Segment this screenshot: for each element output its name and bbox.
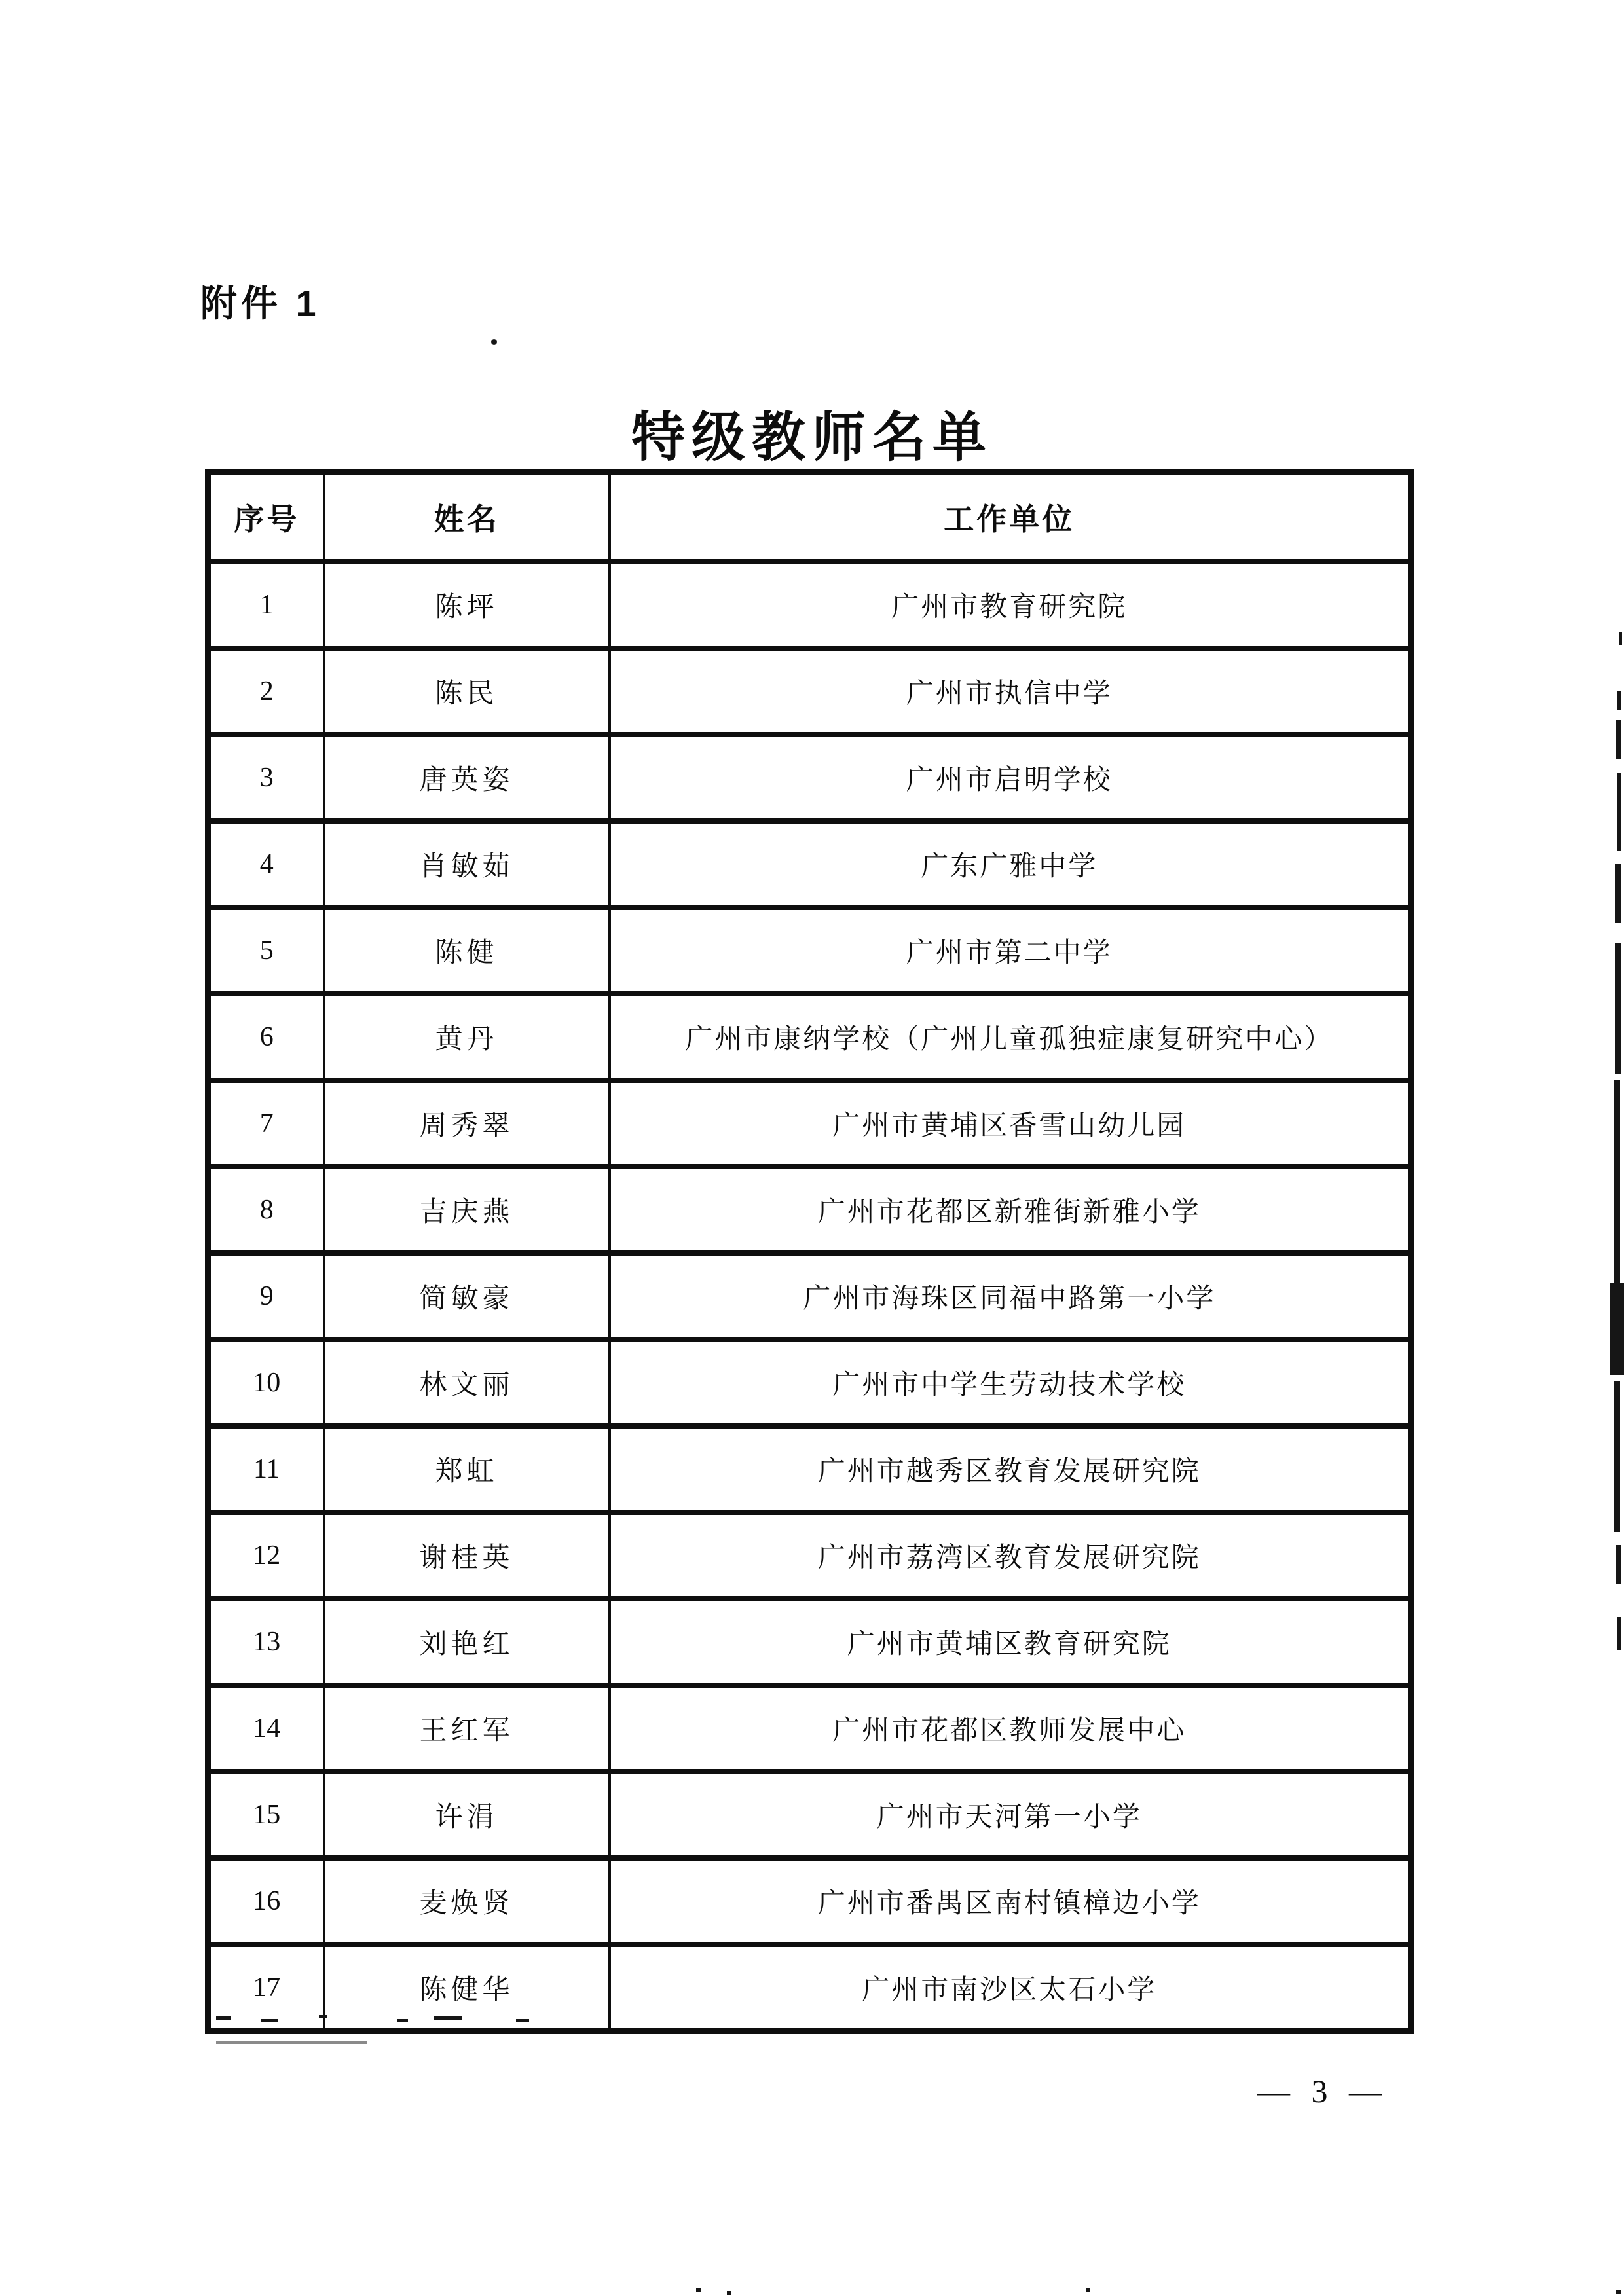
teacher-name-cell: 陈民: [324, 648, 610, 735]
teacher-name-cell: 林文丽: [324, 1339, 610, 1426]
scan-artifact-edge: [1615, 943, 1621, 1074]
column-header-work-unit: 工作单位: [610, 473, 1411, 562]
scan-artifact-edge: [1616, 720, 1621, 759]
work-unit-cell: 广州市第二中学: [610, 907, 1411, 994]
work-unit-cell: 广州市番禺区南村镇樟边小学: [610, 1858, 1411, 1944]
page-number: — 3 —: [1257, 2073, 1388, 2109]
work-unit-cell: 广州市启明学校: [610, 735, 1411, 821]
serial-number-cell: 8: [208, 1167, 324, 1253]
teacher-name-cell: 陈健: [324, 907, 610, 994]
teacher-name-cell: 唐英姿: [324, 735, 610, 821]
work-unit-cell: 广州市黄埔区香雪山幼儿园: [610, 1080, 1411, 1167]
table-row: [208, 1685, 1411, 1772]
table-row: [208, 735, 1411, 821]
attachment-label: 附件 1: [200, 283, 320, 324]
scan-artifact-edge: [1614, 1381, 1620, 1532]
work-unit-cell: 广州市执信中学: [610, 648, 1411, 735]
serial-number-cell: 16: [208, 1858, 324, 1944]
work-unit-cell: 广州市教育研究院: [610, 562, 1411, 648]
serial-number-cell: 17: [208, 1944, 324, 2032]
teacher-name-cell: 肖敏茹: [324, 821, 610, 907]
serial-number-cell: 2: [208, 648, 324, 735]
serial-number-cell: 11: [208, 1426, 324, 1512]
column-header-serial: 序号: [208, 473, 324, 562]
scan-artifact-dash: [319, 2015, 327, 2018]
table-row: [208, 1512, 1411, 1599]
teacher-name-cell: 简敏豪: [324, 1253, 610, 1339]
teacher-name-cell: 王红军: [324, 1685, 610, 1772]
table-row: [208, 907, 1411, 994]
table-row: [208, 1426, 1411, 1512]
table-row: [208, 1858, 1411, 1944]
table-row: [208, 1167, 1411, 1253]
scan-artifact-dot: [491, 339, 497, 345]
work-unit-cell: 广州市黄埔区教育研究院: [610, 1599, 1411, 1685]
table-row: [208, 1339, 1411, 1426]
serial-number-cell: 12: [208, 1512, 324, 1599]
scan-artifact-dash: [516, 2019, 529, 2022]
scan-artifact-edge: [1616, 1545, 1621, 1584]
serial-number-cell: 1: [208, 562, 324, 648]
scan-artifact-dash: [434, 2016, 462, 2020]
work-unit-cell: 广州市天河第一小学: [610, 1772, 1411, 1858]
scan-artifact-smudge: [216, 2041, 367, 2044]
teacher-name-cell: 陈坪: [324, 562, 610, 648]
work-unit-cell: 广州市海珠区同福中路第一小学: [610, 1253, 1411, 1339]
serial-number-cell: 5: [208, 907, 324, 994]
work-unit-cell: 广东广雅中学: [610, 821, 1411, 907]
serial-number-cell: 7: [208, 1080, 324, 1167]
serial-number-cell: 14: [208, 1685, 324, 1772]
scan-artifact-dash: [216, 2016, 231, 2020]
work-unit-cell: 广州市南沙区太石小学: [610, 1944, 1411, 2032]
teacher-name-cell: 许涓: [324, 1772, 610, 1858]
table-row: [208, 1599, 1411, 1685]
scan-artifact-speck: [727, 2291, 731, 2295]
scan-artifact-dash: [261, 2019, 278, 2022]
teacher-name-cell: 谢桂英: [324, 1512, 610, 1599]
table-row: [208, 821, 1411, 907]
column-header-name: 姓名: [324, 473, 610, 562]
teacher-name-cell: 麦焕贤: [324, 1858, 610, 1944]
work-unit-cell: 广州市花都区教师发展中心: [610, 1685, 1411, 1772]
serial-number-cell: 3: [208, 735, 324, 821]
scan-artifact-speck: [1616, 2290, 1621, 2294]
teacher-name-cell: 郑虹: [324, 1426, 610, 1512]
teacher-name-cell: 黄丹: [324, 994, 610, 1080]
scan-artifact-edge: [1617, 1617, 1621, 1650]
work-unit-cell: 广州市荔湾区教育发展研究院: [610, 1512, 1411, 1599]
scan-artifact-edge: [1615, 864, 1621, 923]
table-row: [208, 1080, 1411, 1167]
teacher-name-cell: 周秀翠: [324, 1080, 610, 1167]
scan-artifact-edge: [1619, 632, 1622, 645]
work-unit-cell: 广州市康纳学校（广州儿童孤独症康复研究中心）: [610, 994, 1411, 1080]
scan-artifact-speck: [1086, 2288, 1090, 2292]
table-row: [208, 1772, 1411, 1858]
teacher-name-cell: 刘艳红: [324, 1599, 610, 1685]
serial-number-cell: 13: [208, 1599, 324, 1685]
scan-artifact-edge: [1617, 773, 1621, 851]
serial-number-cell: 4: [208, 821, 324, 907]
serial-number-cell: 6: [208, 994, 324, 1080]
table-row: [208, 648, 1411, 735]
scan-artifact-dash: [397, 2019, 408, 2022]
scan-artifact-edge: [1614, 1080, 1620, 1290]
scan-artifact-edge: [1617, 691, 1621, 710]
teacher-table: [205, 469, 1414, 2034]
table-row: [208, 994, 1411, 1080]
teacher-name-cell: 吉庆燕: [324, 1167, 610, 1253]
teacher-name-cell: 陈健华: [324, 1944, 610, 2032]
table-row: [208, 1944, 1411, 2032]
scan-artifact-speck: [696, 2288, 701, 2292]
table-row: [208, 1253, 1411, 1339]
serial-number-cell: 15: [208, 1772, 324, 1858]
work-unit-cell: 广州市越秀区教育发展研究院: [610, 1426, 1411, 1512]
scan-artifact-edge: [1610, 1283, 1624, 1375]
table-header-row: [208, 473, 1411, 562]
work-unit-cell: 广州市花都区新雅街新雅小学: [610, 1167, 1411, 1253]
serial-number-cell: 10: [208, 1339, 324, 1426]
page-title: 特级教师名单: [631, 407, 993, 467]
work-unit-cell: 广州市中学生劳动技术学校: [610, 1339, 1411, 1426]
table-row: [208, 562, 1411, 648]
serial-number-cell: 9: [208, 1253, 324, 1339]
